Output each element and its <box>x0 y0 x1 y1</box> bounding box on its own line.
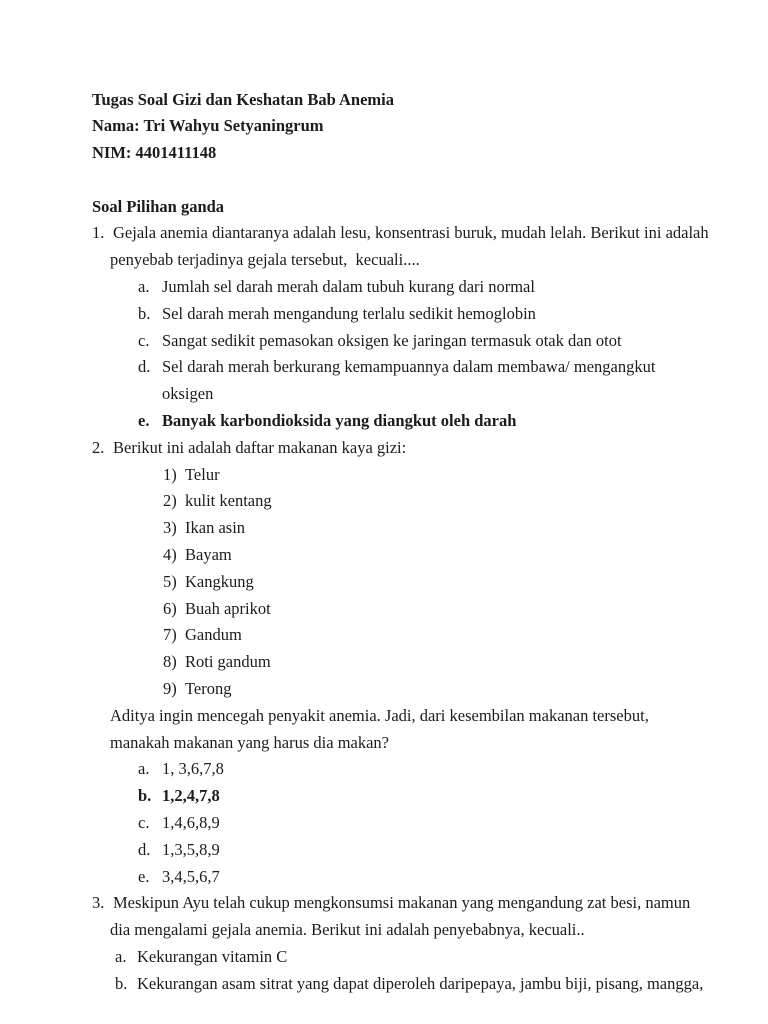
question-2-option-e <box>0 864 768 891</box>
list-item-text: Ikan asin <box>185 518 246 538</box>
list-marker: 2) <box>163 491 177 511</box>
question-1-option-c <box>0 328 768 355</box>
option-text: Sel darah merah berkurang kemampuannya dalam membawa/ mengangkut <box>162 357 656 377</box>
option-text: Banyak karbondioksida yang diangkut oleh darah <box>162 411 517 431</box>
question-2-text: Berikut ini adalah daftar makanan kaya gizi: <box>113 437 407 457</box>
option-letter: d. <box>138 839 151 859</box>
food-list-item-8 <box>0 649 768 676</box>
question-1-text: Gejala anemia diantaranya adalah lesu, konsentrasi buruk, mudah lelah. Berikut ini adalah <box>113 223 709 243</box>
option-text: 1,4,6,8,9 <box>162 813 220 833</box>
question-1-line-1 <box>0 220 768 247</box>
list-marker: 1) <box>163 464 177 484</box>
option-letter: a. <box>138 759 150 779</box>
list-marker: 5) <box>163 571 177 591</box>
question-2-followup-line-1: Aditya ingin mencegah penyakit anemia. Jadi, dari kesembilan makanan tersebut, <box>110 705 649 725</box>
question-2-option-b <box>0 783 768 810</box>
option-text: Kekurangan asam sitrat yang dapat diperoleh daripepaya, jambu biji, pisang, mangga, <box>137 973 704 993</box>
option-text: 1,3,5,8,9 <box>162 839 220 859</box>
list-marker: 4) <box>163 545 177 565</box>
food-list-item-4 <box>0 542 768 569</box>
list-marker: 9) <box>163 679 177 699</box>
list-marker: 7) <box>163 625 177 645</box>
list-marker: 6) <box>163 598 177 618</box>
food-list-item-5 <box>0 569 768 596</box>
option-text: 1, 3,6,7,8 <box>162 759 224 779</box>
option-letter: a. <box>138 277 150 297</box>
section-heading: Soal Pilihan ganda <box>92 196 225 216</box>
option-letter: c. <box>138 813 150 833</box>
author-name-line: Nama: Tri Wahyu Setyaningrum <box>92 116 324 136</box>
list-item-text: Terong <box>185 679 232 699</box>
list-item-text: Bayam <box>185 545 232 565</box>
list-item-text: Buah aprikot <box>185 598 271 618</box>
question-3-text: Meskipun Ayu telah cukup mengkonsumsi makanan yang mengandung zat besi, namun <box>113 893 691 913</box>
question-3-line-2: dia mengalami gejala anemia. Berikut ini adalah penyebabnya, kecuali.. <box>110 920 585 940</box>
option-letter: b. <box>138 786 152 806</box>
list-marker: 8) <box>163 652 177 672</box>
question-2-line-1 <box>0 435 768 462</box>
option-text: Sangat sedikit pemasokan oksigen ke jaringan termasuk otak dan otot <box>162 330 622 350</box>
document-title: Tugas Soal Gizi dan Keshatan Bab Anemia <box>92 89 394 109</box>
question-1-option-a <box>0 274 768 301</box>
option-text: Jumlah sel darah merah dalam tubuh kurang dari normal <box>162 277 535 297</box>
question-3-number: 3. <box>92 893 105 913</box>
option-letter: d. <box>138 357 151 377</box>
question-1-option-b <box>0 301 768 328</box>
food-list-item-9 <box>0 676 768 703</box>
question-3-option-a <box>0 944 768 971</box>
blank-line <box>0 167 768 194</box>
list-item-text: Gandum <box>185 625 242 645</box>
option-letter: b. <box>138 303 151 323</box>
list-item-text: Telur <box>185 464 220 484</box>
question-1-option-d-wrap: oksigen <box>162 384 214 404</box>
food-list-item-1 <box>0 462 768 489</box>
question-1-number: 1. <box>92 223 105 243</box>
question-1-option-e <box>0 408 768 435</box>
question-3-option-b <box>0 971 768 998</box>
option-letter: e. <box>138 411 150 431</box>
option-text: Sel darah merah mengandung terlalu sedikit hemoglobin <box>162 303 536 323</box>
question-2-option-c <box>0 810 768 837</box>
list-item-text: Roti gandum <box>185 652 271 672</box>
question-1-line-2: penyebab terjadinya gejala tersebut, kecuali.... <box>110 250 420 270</box>
question-2-followup-line-2: manakah makanan yang harus dia makan? <box>110 732 390 752</box>
option-letter: a. <box>115 947 127 966</box>
food-list-item-2 <box>0 488 768 515</box>
question-1-option-d <box>0 354 768 381</box>
option-letter: e. <box>138 866 150 886</box>
question-3-line-1 <box>0 890 768 917</box>
option-text: Kekurangan vitamin C <box>137 947 288 966</box>
list-item-text: Kangkung <box>185 571 254 591</box>
food-list-item-3 <box>0 515 768 542</box>
option-text: 1,2,4,7,8 <box>162 786 220 806</box>
question-2-option-d <box>0 837 768 864</box>
list-marker: 3) <box>163 518 177 538</box>
list-item-text: kulit kentang <box>185 491 272 511</box>
nim-line: NIM: 4401411148 <box>92 143 217 163</box>
option-text: 3,4,5,6,7 <box>162 866 220 886</box>
food-list-item-7 <box>0 622 768 649</box>
question-2-number: 2. <box>92 437 105 457</box>
question-2-option-a <box>0 756 768 783</box>
food-list-item-6 <box>0 596 768 623</box>
option-letter: b. <box>115 973 128 993</box>
option-letter: c. <box>138 330 150 350</box>
